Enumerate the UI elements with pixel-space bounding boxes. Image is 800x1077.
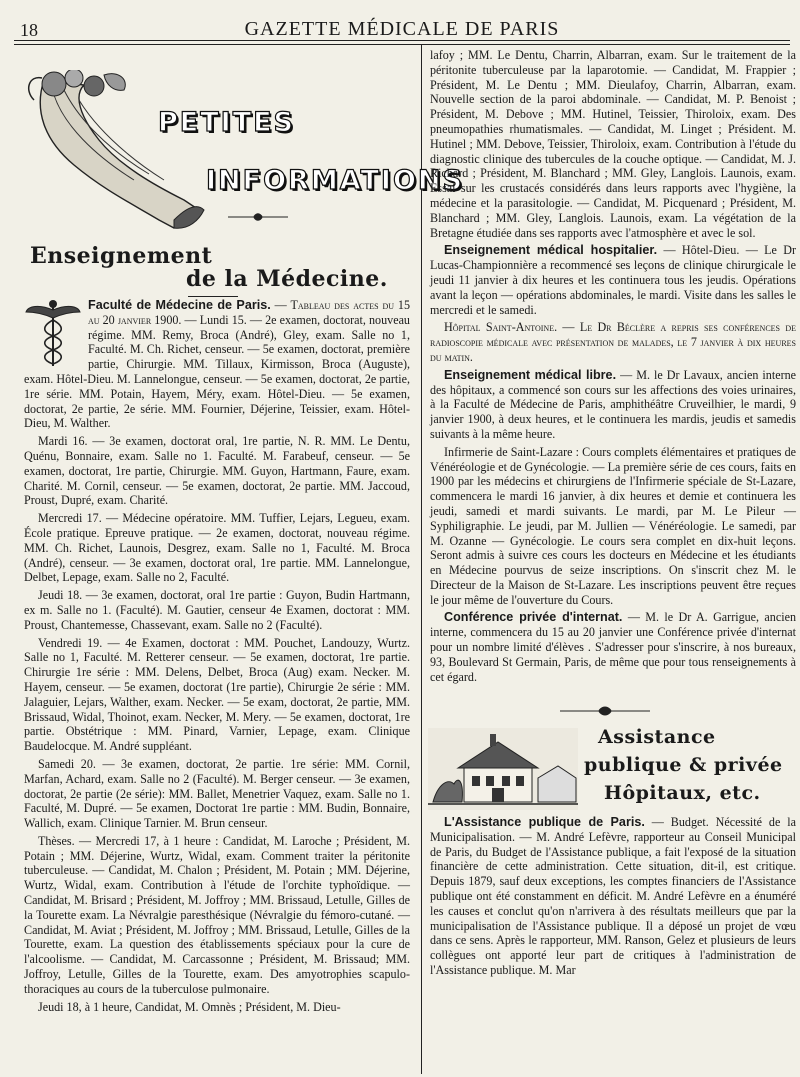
theses-continued-paragraph: lafoy ; MM. Le Dentu, Charrin, Albarran, exam. Sur le traitement de la péritonite tuberculeuse par la laparotomie. — Candidat, M. Frappier ; Président, M. Le Dentu ; MM. Dieulafoy, Charrin, Albarran, exam. Nouvelle section de la paroi abdominale. — Candidat, M. P. Benoist ; Président, M. Debove ; MM. Hutinel, Teissier, Thiroloix, exam. Des pneumopathies rhumatismales. — Candidat, M. Linget ; Président. M. Hutinel ; MM. Debove, Teissier, Thiroloix, exam. Contribution à l'étude du diagnostic clinique des tubercules de la couche optique. — Candidat, M. J. Richard ; Président, M. Blanchard ; MM. Gley, Langlois. Launois, exam. Essai sur les crustacés considérés dans leurs rapports avec l'hygiène, la médecine et la parasitologie. — Candidat, M. Picquenard ; Président, M. Blanchard ; MM. Gley, Langlois. Launois, exam. La végétation de la Bretagne étudiée dans ses rapports avec l'atmosphère et avec le sol. [430,48,796,240]
banner-informations: INFORMATIONS [206,165,464,196]
libre-text: — M. le Dr Lavaux, ancien interne des hôpitaux, a commencé son cours sur les affections des voies urinaires, à la Faculté de Médecine de Paris, amphithéâtre Cruveilhier, le mardi, 9 janvier 1900, à deux heures, et le continuera les mardis, jeudis et samedis suivants à la même heure. [430,367,797,441]
assistance-publique-paragraph [430,815,796,978]
hospitalier-heading: Enseignement médical hospitalier. [444,243,658,258]
column-divider [421,44,422,1074]
jeudi-paragraph: Jeudi 18. — 3e examen, doctorat, oral 1re partie : Guyon, Budin Hartmann, ex m. Salle no 1. (Faculté). M. Gautier, censeur 4e Examen, doctorat : MM. Proust, Chantemesse, Chassevant, exam. Salle no 2 (Faculté). [24,588,410,632]
conference-paragraph [430,610,796,684]
page-number: 18 [20,20,38,40]
conference-text: — M. le Dr A. Garrigue, ancien interne, commencera du 15 au 20 janvier une Conférence privée d'internat pour un nombre limité d'élèves . S'adresser pour s'inscrire, à nos bureaux, 93, Boulevard St Germain, Paris, de même que pour tous renseignements à cet égard. [430,610,796,684]
ornament-divider-right [560,705,650,717]
mardi-paragraph: Mardi 16. — 3e examen, doctorat oral, 1re partie, N. R. MM. Le Dentu, Quénu, Bonnaire, exam. Salle no 1. Faculté. M. Farabeuf, censeur. — 5e examen, doctorat, 1re partie, Chirurgie. MM. Guyon, Hartmann, Faure, exam. Charité. M. Cornil, censeur. — 5e examen, doctorat, 2e partie. MM. Jaccoud, Proust, Dupré, exam. Charité. [24,434,410,508]
vendredi-paragraph: Vendredi 19. — 4e Examen, doctorat : MM. Pouchet, Landouzy, Wurtz. Salle no 1, Faculté. M. Retterer censeur. — 5e examen, doctorat, 1re partie. Chirurgie 1re série : MM. Delens, Delbet, Broca (Aug) exam. Necker. M. Hayem, censeur. — 5e examen, doctorat (1re partie), Chirurgie 2e série : MM. Jalaguier, Lejars, Walther, exam. Necker. — 5e exam, doctorat, 2e partie, MM. Brissaud, Widal, Thoinot, exam. Necker, M. Mery. — 5e examen, doctorat, 1re partie. Obstétrique : MM. Pinard, Varnier, Lepage, exam. Clinique Baudelocque. M. André suppléant. [24,635,410,754]
section-rule [188,296,238,297]
hospitalier-text: — Hôtel-Dieu. — Le Dr Lucas-Championnière a recommencé ses leçons de clinique chirurgicale le jeudi 11 janvier à dix heures et les continuera tous les jeudis. Opérations avant la leçon — opérations abdominales, le mardi. Visite dans les salles le mercredi et le samedi. [430,243,797,317]
journal-title: GAZETTE MÉDICALE DE PARIS [244,18,560,40]
assistance-publique-text: — Budget. Nécessité de la Municipalisation. — M. André Lefèvre, rapporteur au Conseil Municipal de Paris, du Budget de l'Assistance publique, a fait l'exposé de la situation financière de cette administration. Cette situation, dit-il, est critique. Depuis 1879, sauf deux exceptions, les comptes financiers de l'Assistance publique ont été constamment en déficit. M. André Lefèvre en a énuméré les causes et conclut qu'on n'arrivera à des résultats meilleurs que par la municipalisation de l'Assistance publique. Il a déposé un projet de vœu dans ce sens. Après le rapporteur, MM. Ranson, Gelez et plusieurs de leurs collègues ont apporté leur part de critiques à l'administration de l'Assistance publique. M. Mar [430,815,796,977]
libre-heading: Enseignement médical libre. [444,367,617,382]
saint-antoine-paragraph: Hôpital Saint-Antoine. — Le Dr Béclère a repris ses conférences de radioscopie médicale avec présentation de malades, le 7 janvier à dix heures du matin. [430,320,796,364]
faculte-paragraph [24,298,410,431]
jeudi-theses-paragraph: Jeudi 18, à 1 heure, Candidat, M. Omnès ; Président, M. Dieu- [38,999,341,1014]
lundi-text: Lundi 15. — 2e examen, doctorat, nouveau régime. MM. Remy, Broca (André), Gley, exam. Salle no 1, Faculté. M. Ch. Richet, censeur. — 5e examen, doctorat, première partie, Chirurgie. MM. Tillaux, Kirmisson, Broca (Auguste), exam. Hôtel-Dieu. M. Lannelongue, censeur. — 5e examen, doctorat, 2e partie, 1re série. MM. Potain, Hayem, Méry, exam. Hôtel-Dieu. — 5e examen, doctorat, 2e partie, 2e série. MM. Fournier, Déjerine, Teissier, exam. Hôtel-Dieu, M. Walther. [24,312,410,431]
assistance-title-line3: Hôpitaux, etc. [604,782,761,804]
left-column [24,298,410,1017]
assistance-publique-heading: L'Assistance publique de Paris. [444,815,645,829]
mercredi-paragraph: Mercredi 17. — Médecine opératoire. MM. Tuffier, Lejars, Legueu, exam. École pratique. Epreuve pratique. — 2e examen, doctorat, nouveau régime. MM. Ch. Richet, Launois, Desgrez, exam. Salle no 1, Faculté. M. Broca (André), censeur. — 3e examen, doctorat oral, 1re partie. MM. Lannelongue, Delbet, Lepage, exam. Salle no 2, Faculté. [24,511,410,585]
libre-paragraph [430,368,796,442]
banner-petites: PETITES [158,107,296,138]
hospitalier-paragraph [430,243,796,317]
saint-lazare-paragraph: Infirmerie de Saint-Lazare : Cours complets élémentaires et pratiques de Vénéréologie et de Gynécologie. — La première série de ces cours, faits en 1900 par les médecins et chirurgiens de l'Infirmerie spéciale de St-Lazare, commencera le mardi 16 janvier, à dix heures et demie et continuera les jeudi, samedi et mardi suivants. Le mardi, par M. Le Pileur — Syphiligraphie. Le jeudi, par M. Jullien — Vénéréologie. Le samedi, par M. Ozanne — Gynécologie. Le cours sera complet en dix-huit leçons. Seront admis à suivre ces cours les docteurs en Médecine et les étudiants en Médecine pourvus de seize inscriptions. On s'inscrit chez M. le Directeur de la Maison de St-Lazare. Les inscriptions peuvent être reçues le jour même de l'ouverture du Cours. [430,444,796,607]
cornucopia-illustration [24,70,404,240]
header-rule [14,40,790,45]
section-title-line1: Enseignement [30,243,213,269]
faculte-intro: — Tableau des actes du 15 au 20 janvier 1900. — [88,298,411,327]
right-column-lower [430,815,796,981]
faculte-heading: Faculté de Médecine de Paris. [88,298,271,312]
assistance-title-line2: publique & privée [584,754,783,776]
caduceus-icon [24,298,82,368]
section-title-line2: de la Médecine. [186,266,388,292]
right-column [430,48,796,687]
conference-heading: Conférence privée d'internat. [444,610,623,625]
hospital-building-illustration [428,728,578,810]
samedi-paragraph: Samedi 20. — 3e examen, doctorat, 2e partie. 1re série: MM. Cornil, Marfan, Achard, exam. Salle no 2 (Faculté). M. Berger censeur. — 3e examen, doctorat, 2e partie (2e série): MM. Ballet, Menetrier Vaquez, exam. Salle no 1. Faculté, M. Dupré. — 5e examen, Doctorat 1re partie : MM. Budin, Bonnaire, Wallich, exam. Clinique Tarnier. M. Brun censeur. [24,756,410,831]
ornament-divider [228,212,288,222]
theses-paragraph: Thèses. — Mercredi 17, à 1 heure : Candidat, M. Laroche ; Président, M. Potain ; MM. Déjerine, Wurtz, Widal, exam. Comment traiter la péritonite tuberculeuse. — Candidat, M. Chalon ; Président, M. Potain ; MM. Déjerine, Wurtz, Widal, exam. Contribution à l'étude de l'orchite typhoïdique. — Candidat, M. Brisard ; Président, M. Joffroy ; MM. Brissaud, Letulle, Gilles de la Tourette exam. La Névralgie paresthésique (Névralgie du fémoro-cutané. — Candidat, M. Aviat ; Président, M. Joffroy ; MM. Brissaud, Letulle, Gilles de la Tourette, exam. La question des établissements spéciaux pour la cure de l'alcoolisme. — Candidat, M. Carcassonne ; Président, M. Brissaud; MM. Joffroy, Letulle, Gilles de la Tourette, exam. Des amyotrophies scapulo-thoraciques au cours de la tuberculose pulmonaire. [24,833,410,996]
assistance-title-line1: Assistance [598,726,716,748]
